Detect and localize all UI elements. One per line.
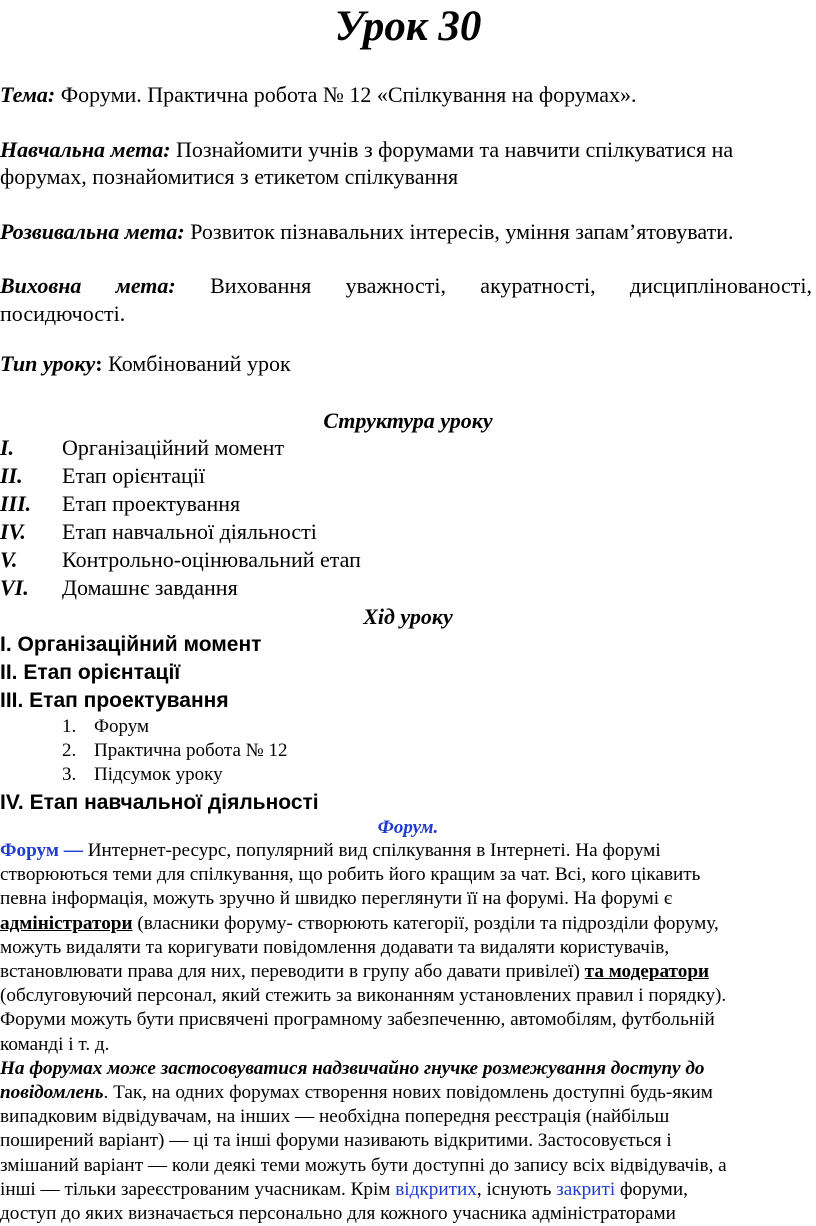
forum-text: (власники форуму- створюють категорії, розділи та підрозділи форуму, — [132, 912, 719, 934]
sub-list-item — [0, 716, 400, 738]
forum-text: , існують — [476, 1178, 557, 1200]
access-term: повідомлень — [0, 1082, 104, 1104]
sub-list-item — [0, 740, 400, 762]
forum-text: інші — тільки зареєстрованим учасникам. Крім — [0, 1178, 396, 1200]
developmental-goal-text: Розвиток пізнавальних інтересів, уміння запам’ятовувати. — [184, 219, 734, 244]
forum-text: встановлювати права для них, переводити в групу або давати привілеї) — [0, 961, 580, 983]
structure-item-text: Контрольно-оцінювальний етап — [62, 547, 361, 572]
structure-heading: Структура уроку — [323, 408, 493, 433]
upbringing-goal-text-1: Виховання уважності, акуратності, дисциплінованості, — [175, 273, 813, 298]
forum-paragraph-line — [0, 1178, 812, 1202]
forum-paragraph-line: команді і т. д. — [0, 1033, 110, 1055]
sub-list-text: Форум — [94, 716, 150, 737]
upbringing-goal-text-2: посидючості. — [0, 301, 126, 326]
forum-text: Интернет-ресурс, популярний вид спілкування в Інтернеті. На форумі — [82, 840, 661, 861]
forum-paragraph-line: певна інформація, можуть зручно й швидко переглянути її на форумі. На форумі є — [0, 888, 673, 910]
educational-goal-text-2: форумах, познайомитися з етикетом спілкування — [0, 164, 459, 189]
open-forums-link[interactable]: відкритих — [395, 1178, 477, 1200]
upbringing-goal-line-2 — [0, 301, 125, 327]
forum-text: форуми, — [615, 1178, 688, 1200]
forum-paragraph-line: поширений варіант) — ці та інші форуми називають відкритими. Застосовується і — [0, 1130, 672, 1152]
structure-item-num: I. — [0, 435, 15, 460]
section-heading-3: ІІІ. Етап проектування — [0, 689, 229, 712]
lesson-flow-heading: Хід уроку — [363, 604, 453, 629]
section-heading-1: І. Організаційний момент — [0, 633, 262, 656]
structure-item-text: Організаційний момент — [62, 435, 285, 460]
forum-paragraph-line: доступ до яких визначається персонально для кожного учасника адміністраторами — [0, 1203, 676, 1225]
forum-body — [0, 839, 812, 1226]
structure-item-num: III. — [0, 491, 32, 516]
structure-item-text: Етап навчальної діяльності — [62, 519, 317, 544]
educational-goal-label: Навчальна мета: — [0, 137, 171, 162]
forum-text: . Так, на одних форумах створення нових повідомлень доступні будь-яким — [103, 1082, 713, 1104]
lesson-type-colon: : — [95, 351, 103, 376]
sub-list-text: Практична робота № 12 — [94, 740, 288, 761]
topic-line — [0, 82, 637, 108]
educational-goal-text-1: Познайомити учнів з форумами та навчити спілкуватися на — [170, 137, 734, 162]
sub-list-item — [0, 764, 400, 786]
structure-item-num: II. — [0, 463, 23, 488]
closed-forums-link[interactable]: закриті — [556, 1178, 616, 1200]
moderators-term: та модератори — [584, 961, 710, 983]
forum-heading: Форум. — [377, 817, 439, 838]
forum-paragraph-line: змішаний варіант — коли деякі теми можуть бути доступні до запису всіх відвідувачів, а — [0, 1154, 727, 1176]
topic-label: Тема: — [0, 82, 56, 107]
forum-paragraph-line: можуть видаляти та коригувати повідомлення додавати та видаляти користувачів, — [0, 936, 670, 958]
structure-item-num: V. — [0, 547, 18, 572]
forum-paragraph-line: Форуми можуть бути присвячені програмному забезпеченню, автомобілям, футбольній — [0, 1009, 715, 1031]
sub-list-num: 3. — [62, 764, 77, 785]
developmental-goal-label: Розвивальна мета: — [0, 219, 185, 244]
forum-paragraph-line: створюються теми для спілкування, що робить його кращим за чат. Всі, кого цікавить — [0, 864, 701, 886]
developmental-goal-line — [0, 219, 733, 245]
lesson-title: Урок 30 — [334, 3, 482, 50]
structure-item-text: Етап орієнтації — [62, 463, 206, 488]
administrators-term: адміністратори — [0, 912, 133, 934]
forum-term: Форум — — [0, 840, 83, 861]
forum-paragraph-line — [0, 839, 812, 863]
forum-paragraph-line: випадковим відвідувачам, на інших — необхідна попередня реєстрація (найбільш — [0, 1106, 670, 1128]
section-heading-4: IV. Етап навчальної діяльності — [0, 791, 319, 814]
forum-paragraph-line — [0, 912, 812, 936]
forum-paragraph-line — [0, 960, 812, 984]
lesson-type-line — [0, 351, 291, 377]
topic-text: Форуми. Практична робота № 12 «Спілкування на форумах». — [55, 82, 637, 107]
forum-paragraph-line: На форумах може застосовуватися надзвичайно гнучке розмежування доступу до — [0, 1057, 705, 1079]
lesson-type-label: Тип уроку — [0, 351, 96, 376]
educational-goal-line-2 — [0, 164, 458, 190]
lesson-type-text: Комбінований урок — [102, 351, 291, 376]
structure-item-text: Домашнє завдання — [62, 575, 238, 600]
structure-item-text: Етап проектування — [62, 491, 241, 516]
upbringing-goal-line-1 — [0, 273, 812, 299]
forum-paragraph-line — [0, 1081, 812, 1105]
sub-list-num: 2. — [62, 740, 77, 761]
structure-item-num: IV. — [0, 519, 26, 544]
upbringing-goal-label: Виховна мета: — [0, 273, 176, 298]
forum-paragraph-line: (обслуговуючий персонал, який стежить за виконанням установлених правил і порядку). — [0, 985, 727, 1007]
structure-item-num: VI. — [0, 575, 29, 600]
educational-goal-line-1 — [0, 137, 733, 163]
sub-list-text: Підсумок уроку — [94, 764, 223, 785]
sub-list-num: 1. — [62, 716, 77, 737]
section-heading-2: ІІ. Етап орієнтації — [0, 661, 181, 684]
